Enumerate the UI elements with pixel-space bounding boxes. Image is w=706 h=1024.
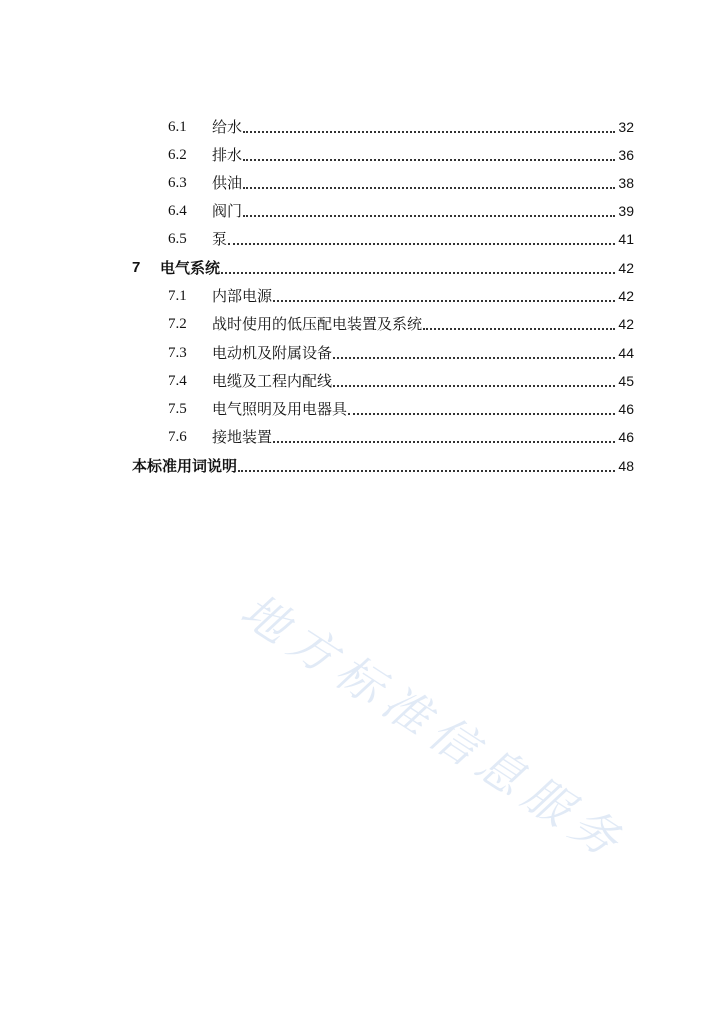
toc-entry-7-5[interactable] — [168, 395, 634, 419]
toc-entry-6-1[interactable] — [168, 113, 634, 137]
toc-entry-7-6[interactable] — [168, 423, 634, 447]
toc-page-number: 38 — [618, 175, 634, 191]
toc-title: 供油 — [212, 174, 243, 192]
toc-title: 给水 — [212, 118, 243, 136]
toc-title: 接地装置 — [212, 428, 273, 446]
toc-title: 电气照明及用电器具 — [212, 400, 348, 418]
toc-number: 7.6 — [168, 429, 187, 445]
toc-page-number: 46 — [618, 401, 634, 417]
toc-number: 6.2 — [168, 147, 187, 163]
toc-entry-6-5[interactable] — [168, 225, 634, 249]
toc-title: 排水 — [212, 146, 243, 164]
dot-leader — [348, 412, 615, 415]
dot-leader — [238, 469, 615, 472]
toc-entry-7[interactable] — [132, 254, 634, 278]
toc-entry-7-2[interactable] — [168, 310, 634, 334]
toc-number: 7.3 — [168, 345, 187, 361]
toc-number: 6.1 — [168, 119, 187, 135]
toc-entry-7-1[interactable] — [168, 282, 634, 306]
dot-leader — [228, 242, 615, 245]
dot-leader — [273, 440, 615, 443]
dot-leader — [221, 271, 615, 274]
watermark-text: 地方标准信息服务 — [231, 582, 637, 873]
dot-leader — [333, 384, 615, 387]
toc-title: 本标准用词说明 — [132, 457, 238, 475]
toc-page-number: 39 — [618, 203, 634, 219]
toc-number: 6.5 — [168, 231, 187, 247]
toc-number: 7.2 — [168, 316, 187, 332]
toc-number: 7.5 — [168, 401, 187, 417]
toc-page-number: 42 — [618, 316, 634, 332]
toc-page-number: 48 — [618, 458, 634, 474]
toc-number: 7.4 — [168, 373, 187, 389]
toc-entry-7-3[interactable] — [168, 339, 634, 363]
toc-page-number: 42 — [618, 260, 634, 276]
dot-leader — [243, 214, 615, 217]
dot-leader — [243, 130, 615, 133]
toc-page-number: 36 — [618, 147, 634, 163]
toc-page-number: 45 — [618, 373, 634, 389]
toc-page-number: 44 — [618, 345, 634, 361]
toc-title: 战时使用的低压配电装置及系统 — [212, 315, 423, 333]
dot-leader — [333, 356, 615, 359]
toc-page-number: 46 — [618, 429, 634, 445]
toc-number: 6.4 — [168, 203, 187, 219]
toc-title: 内部电源 — [212, 287, 273, 305]
toc-entry-7-4[interactable] — [168, 367, 634, 391]
toc-number: 7 — [132, 259, 141, 276]
toc-title: 阀门 — [212, 202, 243, 220]
toc-number: 6.3 — [168, 175, 187, 191]
toc-entry-terms-explanation[interactable] — [132, 452, 634, 476]
toc-title: 泵 — [212, 230, 228, 248]
toc-title: 电缆及工程内配线 — [212, 372, 333, 390]
dot-leader — [423, 327, 615, 330]
toc-page-number: 41 — [618, 231, 634, 247]
toc-entry-6-2[interactable] — [168, 141, 634, 165]
toc-entry-6-4[interactable] — [168, 197, 634, 221]
toc-page-number: 42 — [618, 288, 634, 304]
dot-leader — [243, 186, 615, 189]
toc-number: 7.1 — [168, 288, 187, 304]
dot-leader — [273, 299, 615, 302]
dot-leader — [243, 158, 615, 161]
toc-entry-6-3[interactable] — [168, 169, 634, 193]
toc-page-number: 32 — [618, 119, 634, 135]
toc-title: 电气系统 — [160, 259, 221, 277]
toc-title: 电动机及附属设备 — [212, 344, 333, 362]
